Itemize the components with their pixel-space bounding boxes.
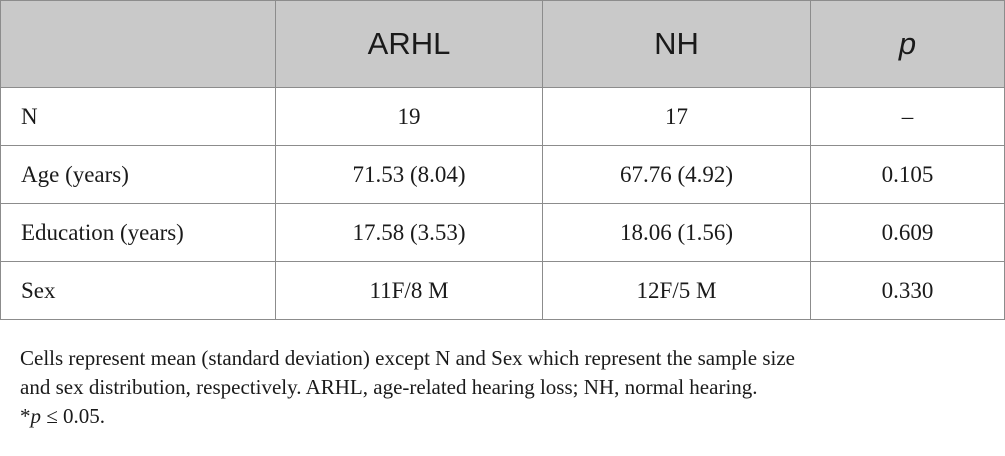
significance-threshold: ≤ 0.05.	[41, 404, 106, 428]
cell-nh: 17	[543, 88, 811, 146]
row-label: Age (years)	[1, 146, 276, 204]
row-label: N	[1, 88, 276, 146]
table-row	[1, 88, 1005, 146]
table-row	[1, 204, 1005, 262]
table-header-row	[1, 1, 1005, 88]
cell-p: 0.330	[811, 262, 1005, 320]
cell-nh: 12F/5 M	[543, 262, 811, 320]
row-label: Education (years)	[1, 204, 276, 262]
footnote-significance	[20, 402, 1000, 431]
cell-nh: 67.76 (4.92)	[543, 146, 811, 204]
cell-arhl: 71.53 (8.04)	[276, 146, 543, 204]
table-footnote	[20, 344, 1000, 431]
significance-p-symbol: p	[30, 404, 41, 428]
cell-arhl: 19	[276, 88, 543, 146]
cell-p: 0.105	[811, 146, 1005, 204]
footnote-line-2: and sex distribution, respectively. ARHL, age-related hearing loss; NH, normal hearing.	[20, 375, 758, 399]
cell-nh: 18.06 (1.56)	[543, 204, 811, 262]
row-label: Sex	[1, 262, 276, 320]
significance-star: *	[20, 404, 31, 428]
table-row	[1, 262, 1005, 320]
header-nh: NH	[543, 1, 811, 88]
footnote-line-1: Cells represent mean (standard deviation) except N and Sex which represent the sample size	[20, 346, 795, 370]
cell-p: 0.609	[811, 204, 1005, 262]
header-empty-cell	[1, 1, 276, 88]
header-arhl: ARHL	[276, 1, 543, 88]
table-row	[1, 146, 1005, 204]
header-p-value: p	[811, 1, 1005, 88]
cell-arhl: 11F/8 M	[276, 262, 543, 320]
cell-p: –	[811, 88, 1005, 146]
cell-arhl: 17.58 (3.53)	[276, 204, 543, 262]
